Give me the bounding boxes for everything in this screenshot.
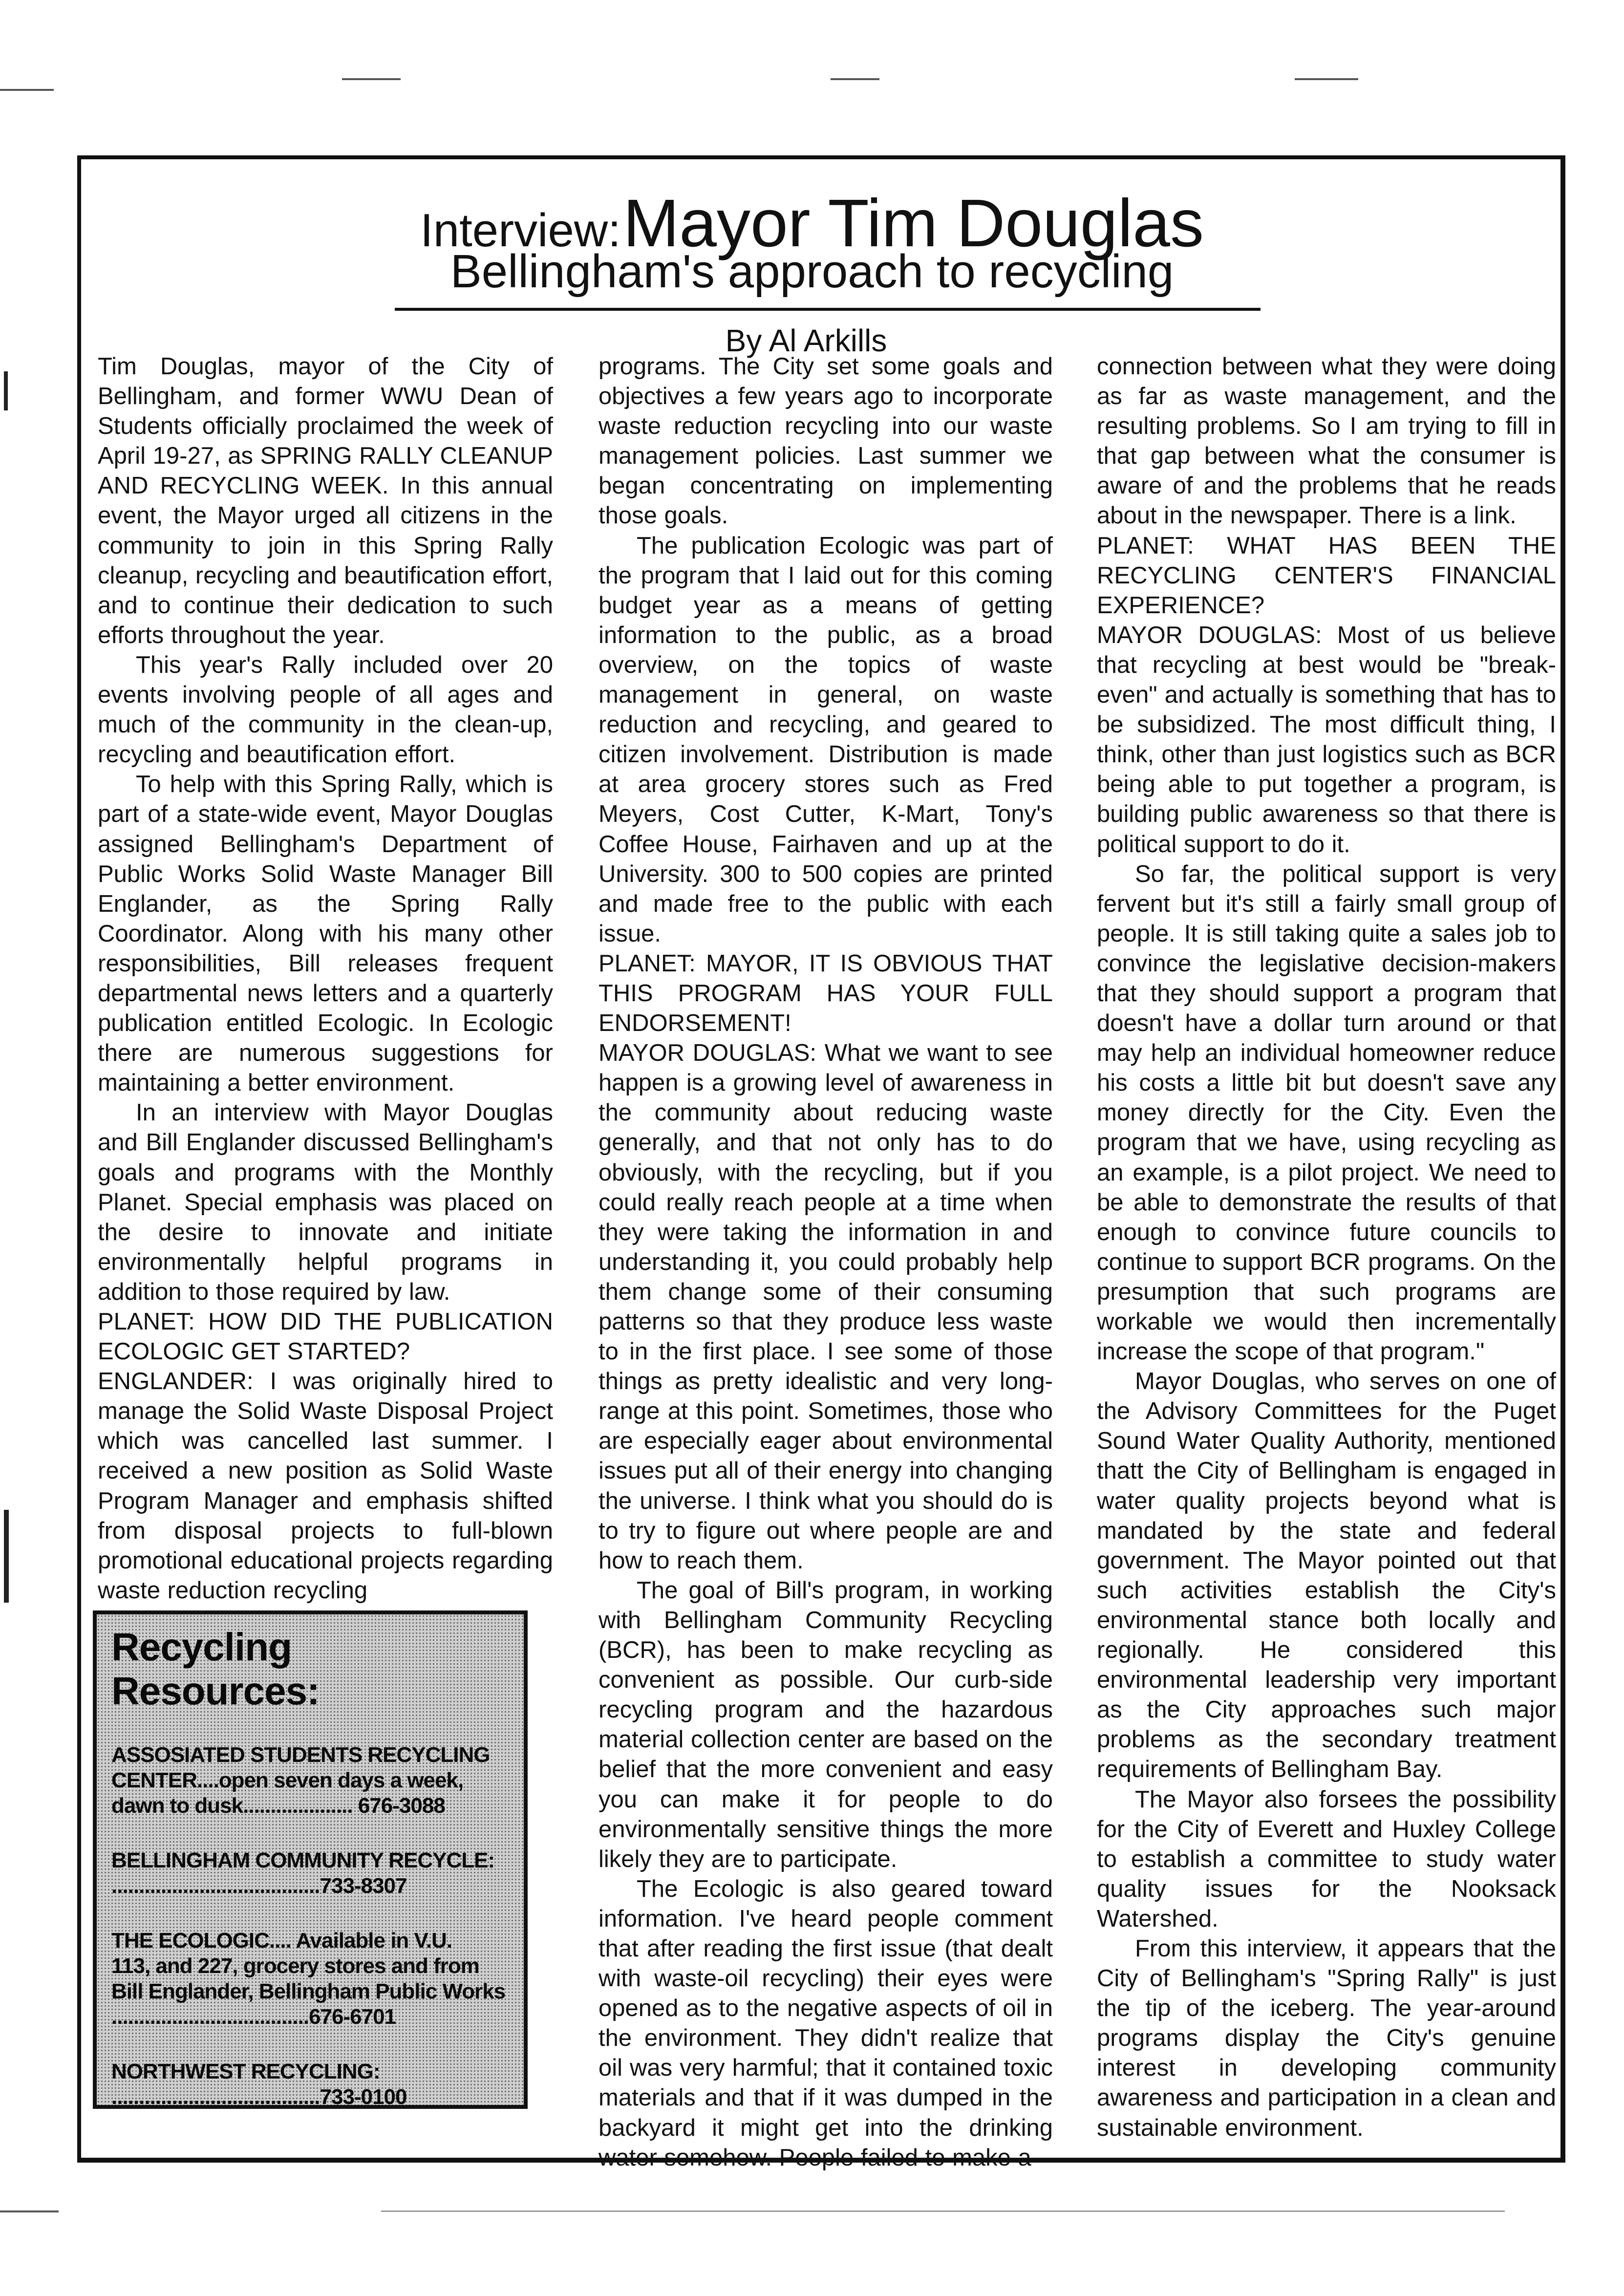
paragraph: MAYOR DOUGLAS: Most of us believe that recycling at best would be "break-even" and actually is something that has to be subsidized. The most difficult thing, I think, other than just logistics such as BCR being able to put together a program, is building public awareness so that there is political support to do it. xyxy=(1097,622,1556,858)
scan-mark xyxy=(4,371,8,410)
resource-line: Bill Englander, Bellingham Public Works xyxy=(111,1979,506,2003)
paragraph: ENGLANDER: I was originally hired to manage the Solid Waste Disposal Project which was cancelled last summer. I received a new position as Solid Waste Program Manager and emphasis shifted from disposal projects to full-blown promotional educational projects regarding waste reduction recycling xyxy=(98,1368,553,1604)
paragraph: To help with this Spring Rally, which is part of a state-wide event, Mayor Douglas assigned Bellingham's Department of Public Works Solid Waste Manager Bill Englander, as the Spring Rally Coordinator. Along with his many other responsibilities, Bill releases frequent departmental news letters and a quarterly publication entitled Ecologic. In Ecologic there are numerous suggestions for maintaining a better environment. xyxy=(98,771,553,1096)
headline-subtitle: Bellingham's approach to recycling xyxy=(450,245,1174,298)
paragraph: The Ecologic is also geared toward information. I've heard people comment that after reading the first issue (that dealt with waste-oil recycling) their eyes were opened as to the negative aspects of oil in the environment. They didn't realize that oil was very harmful; that it contained toxic materials and that if it was dumped in the backyard it might get into the drinking water somehow. People failed to make a xyxy=(598,1875,1053,2171)
resource-line: dawn to dusk.................... 676-3088 xyxy=(111,1794,445,1818)
scan-line xyxy=(342,78,401,80)
resource-line: 113, and 227, grocery stores and from xyxy=(111,1954,479,1978)
paragraph: In an interview with Mayor Douglas and Bill Englander discussed Bellingham's goals and programs with the Monthly Planet. Special emphasis was placed on the desire to innovate and initiate environmentally helpful programs in addition to those required by law. xyxy=(98,1099,553,1305)
resource-entry xyxy=(111,1742,509,1819)
resource-line: ASSOSIATED STUDENTS RECYCLING xyxy=(111,1743,490,1767)
scan-line xyxy=(0,89,54,91)
paragraph: PLANET: WHAT HAS BEEN THE RECYCLING CENTER'S FINANCIAL EXPERIENCE? xyxy=(1097,532,1556,619)
column-1 xyxy=(98,352,553,1606)
paragraph: PLANET: HOW DID THE PUBLICATION ECOLOGIC GET STARTED? xyxy=(98,1309,553,1365)
resource-line: ......................................733-0100 xyxy=(111,2085,407,2109)
scan-line xyxy=(381,2210,1505,2212)
paragraph: The goal of Bill's program, in working with Bellingham Community Recycling (BCR), has been to make recycling as convenient as possible. Our curb-side recycling program and the hazardous material collection center are based on the belief that the more convenient and easy you can make it for people to do environmentally sensitive things the more likely they are to participate. xyxy=(598,1577,1053,1872)
column-2 xyxy=(598,352,1053,2173)
scan-mark xyxy=(4,1510,9,1603)
resource-line: NORTHWEST RECYCLING: xyxy=(111,2060,380,2083)
paragraph: connection between what they were doing as far as waste management, and the resulting problems. So I am trying to fill in that gap between what the consumer is aware of and the problems that he reads about in the newspaper. There is a link. xyxy=(1097,353,1556,529)
recycling-resources-box xyxy=(93,1610,528,2109)
resource-line: THE ECOLOGIC.... Available in V.U. xyxy=(111,1929,452,1953)
headline-title: Mayor Tim Douglas xyxy=(623,186,1204,261)
box-title: Recycling Resources: xyxy=(111,1625,320,1713)
scan-line xyxy=(1295,78,1358,80)
paragraph: Mayor Douglas, who serves on one of the Advisory Committees for the Puget Sound Water Quality Authority, mentioned thatt the City of Bellingham is engaged in water quality projects beyond what is mandated by the state and federal government. The Mayor pointed out that such activities establish the City's environmental stance both locally and regionally. He considered this environmental leadership very important as the City approaches such major problems as the secondary treatment requirements of Bellingham Bay. xyxy=(1097,1368,1556,1783)
headline-rule xyxy=(395,308,1261,311)
resource-line: ......................................733-8307 xyxy=(111,1874,407,1898)
paragraph: PLANET: MAYOR, IT IS OBVIOUS THAT THIS PROGRAM HAS YOUR FULL ENDORSEMENT! xyxy=(598,950,1053,1037)
paragraph: MAYOR DOUGLAS: What we want to see happen is a growing level of awareness in the community about reducing waste generally, and that not only has to do obviously, with the recycling, but if you could really reach people at a time when they were taking the information in and understanding it, you could probably help them change some of their consuming patterns so that they produce less waste to in the first place. I see some of those things as pretty idealistic and very long-range at this point. Sometimes, those who are especially eager about environmental issues put all of their energy into changing the universe. I think what you should do is to try to figure out where people are and how to reach them. xyxy=(598,1040,1053,1574)
paragraph: Tim Douglas, mayor of the City of Bellingham, and former WWU Dean of Students officially proclaimed the week of April 19-27, as SPRING RALLY CLEANUP AND RECYCLING WEEK. In this annual event, the Mayor urged all citizens in the community to join in this Spring Rally cleanup, recycling and beautification effort, and to continue their dedication to such efforts throughout the year. xyxy=(98,353,553,648)
paragraph: programs. The City set some goals and objectives a few years ago to incorporate waste reduction recycling into our waste management policies. Last summer we began concentrating on implementing those goals. xyxy=(598,353,1053,529)
column-3 xyxy=(1097,352,1556,2143)
paragraph: From this interview, it appears that the City of Bellingham's "Spring Rally" is just the tip of the iceberg. The year-around programs display the City's genuine interest in developing community awareness and participation in a clean and sustainable environment. xyxy=(1097,1935,1556,2141)
paragraph: So far, the political support is very fervent but it's still a fairly small group of people. It is still taking quite a sales job to convince the legislative decision-makers that they should support a program that doesn't have a dollar turn around or that may help an individual homeowner reduce his costs a little bit but doesn't save any money directly for the City. Even the program that we have, using recycling as an example, is a pilot project. We need to be able to demonstrate the results of that enough to convince future councils to continue to support BCR programs. On the presumption that such programs are workable we would then incrementally increase the scope of that program." xyxy=(1097,860,1556,1365)
resource-line: ....................................676-6701 xyxy=(111,2005,396,2029)
resource-entry xyxy=(111,1928,509,2030)
resource-line: CENTER....open seven days a week, xyxy=(111,1768,464,1792)
byline: By Al Arkills xyxy=(725,323,887,358)
resource-entry xyxy=(111,1848,509,1899)
resource-line: BELLINGHAM COMMUNITY RECYCLE: xyxy=(111,1848,495,1872)
scan-line xyxy=(831,78,879,80)
headline-prefix: Interview: xyxy=(420,204,621,257)
paragraph: The publication Ecologic was part of the program that I laid out for this coming budget year as a means of getting information to the public, as a broad overview, on the topics of waste management in general, on waste reduction and recycling, and geared to citizen involvement. Distribution is made at area grocery stores such as Fred Meyers, Cost Cutter, K-Mart, Tony's Coffee House, Fairhaven and up at the University. 300 to 500 copies are printed and made free to the public with each issue. xyxy=(598,532,1053,947)
paragraph: This year's Rally included over 20 events involving people of all ages and much of the community in the clean-up, recycling and beautification effort. xyxy=(98,651,553,768)
scan-line xyxy=(0,2210,59,2212)
paragraph: The Mayor also forsees the possibility for the City of Everett and Huxley College to establish a committee to study water quality issues for the Nooksack Watershed. xyxy=(1097,1786,1556,1932)
resource-entry xyxy=(111,2059,509,2110)
